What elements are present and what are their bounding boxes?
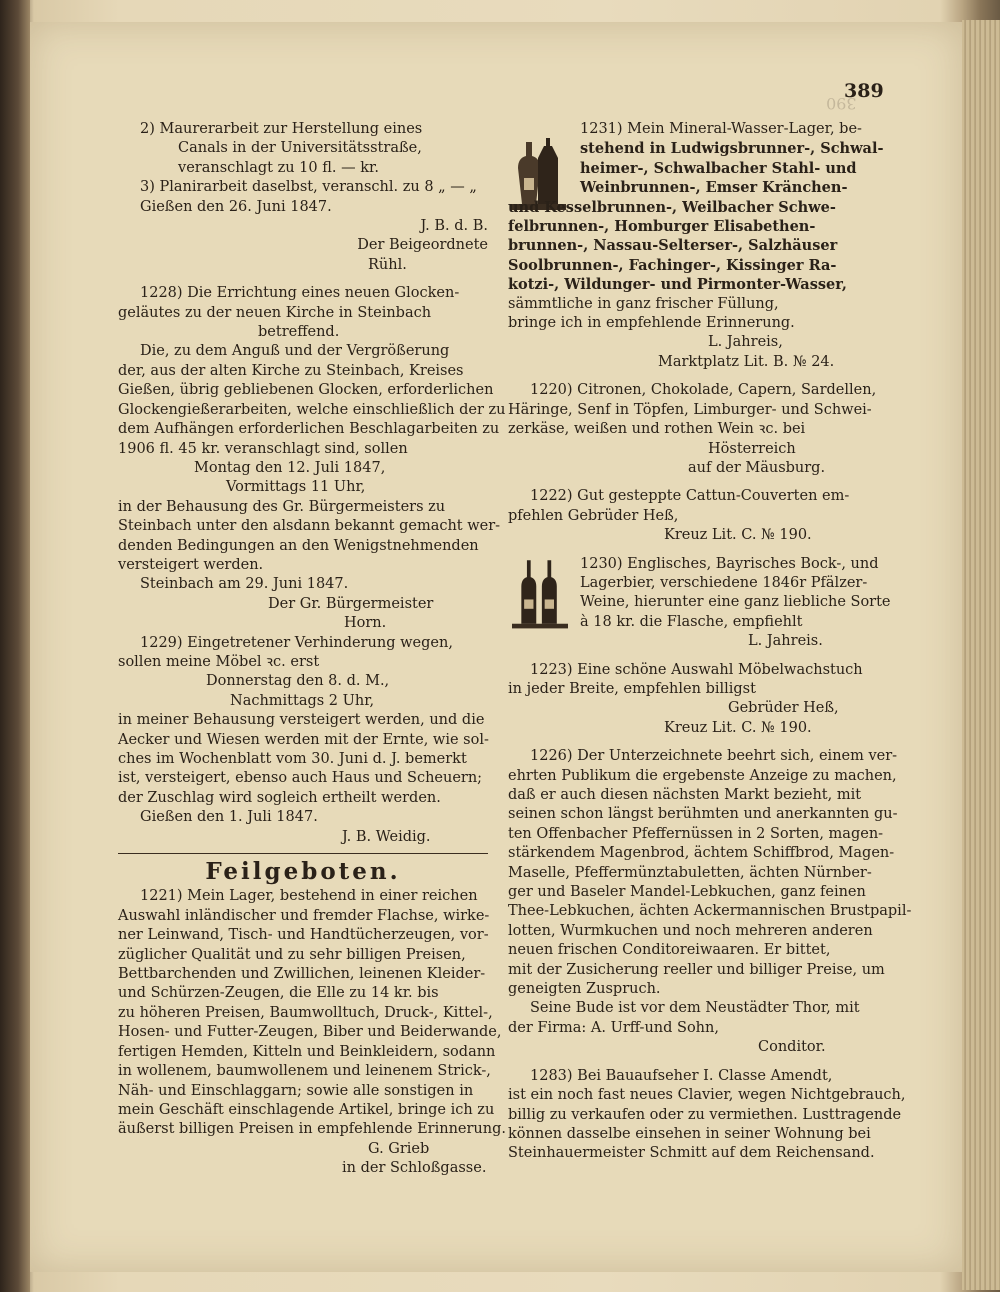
text-line: Weinbrunnen-, Emser Kränchen- <box>580 179 848 197</box>
text-line: 1283) Bei Bauaufseher I. Classe Amendt, <box>530 1067 833 1084</box>
text-line: 1221) Mein Lager, bestehend in einer reichen <box>140 888 478 905</box>
section-gap <box>508 652 884 661</box>
text-line: Weine, hierunter eine ganz liebliche Sorte <box>580 594 891 611</box>
text-line: 1230) Englisches, Bayrisches Bock-, und <box>580 555 879 572</box>
page-edges <box>962 20 1000 1290</box>
text-line: ehrten Publikum die ergebenste Anzeige zu machen, <box>508 767 897 784</box>
text-line: Nachmittags 2 Uhr, <box>230 692 375 709</box>
text-line: Gießen, übrig gebliebenen Glocken, erforderlichen <box>118 382 494 399</box>
text-line: felbrunnen-, Homburger Elisabethen- <box>508 218 816 236</box>
text-line: kotzi-, Wildunger- und Pirmonter-Wasser, <box>508 276 847 294</box>
text-line: 1229) Eingetretener Verhinderung wegen, <box>140 634 453 651</box>
text-line: 1220) Citronen, Chokolade, Capern, Sardellen, <box>530 382 877 399</box>
text-line: und Schürzen-Zeugen, die Elle zu 14 kr. bis <box>118 985 439 1002</box>
text-line: Gießen den 26. Juni 1847. <box>140 198 332 215</box>
text-line: bringe ich in empfehlende Erinnerung. <box>508 315 795 332</box>
section-gap <box>508 372 884 381</box>
text-line: heimer-, Schwalbacher Stahl- und <box>580 159 857 177</box>
text-line: Canals in der Universitätsstraße, <box>178 140 422 157</box>
text-line: seinen schon längst berühmten und anerkannten gu- <box>508 806 898 823</box>
text-line: Rühl. <box>368 256 407 273</box>
text-line: Kreuz Lit. C. № 190. <box>664 527 812 544</box>
text-line: versteigert werden. <box>118 556 264 573</box>
section-gap <box>508 1058 884 1067</box>
text-line: Steinhauermeister Schmitt auf dem Reichensand. <box>508 1145 875 1162</box>
text-line: denden Bedingungen an den Wenigstnehmenden <box>118 537 479 554</box>
text-line: billig zu verkaufen oder zu vermiethen. Lusttragende <box>508 1106 902 1123</box>
text-line: Conditor. <box>758 1039 826 1056</box>
text-line: der, aus der alten Kirche zu Steinbach, Kreises <box>118 362 464 379</box>
text-line: Häringe, Senf in Töpfen, Limburger- und Schwei- <box>508 401 872 418</box>
text-line: können dasselbe einsehen in seiner Wohnung bei <box>508 1125 871 1142</box>
text-line: ist, versteigert, ebenso auch Haus und Scheuern; <box>118 770 483 787</box>
text-line: Lagerbier, verschiedene 1846r Pfälzer- <box>580 574 868 591</box>
bleed-through-page-number: 390 <box>826 94 857 113</box>
text-line: Seine Bude ist vor dem Neustädter Thor, mit <box>530 1000 860 1017</box>
text-line: daß er auch diesen nächsten Markt bezieht, mit <box>508 787 862 803</box>
text-line: stärkendem Magenbrod, ächtem Schiffbrod, Magen- <box>508 845 895 862</box>
text-line: in wollenem, baumwollenem und leinenem Strick-, <box>118 1063 491 1080</box>
book-binding <box>0 0 30 1292</box>
text-line: ist ein noch fast neues Clavier, wegen Nichtgebrauch, <box>508 1087 906 1104</box>
right-column <box>508 120 912 1164</box>
text-line: Marktplatz Lit. B. № 24. <box>658 353 835 370</box>
text-line: Hosen- und Futter-Zeugen, Biber und Beiderwande, <box>118 1024 502 1041</box>
text-line: Thee-Lebkuchen, ächten Ackermannischen Brustpapil- <box>508 903 912 920</box>
text-line: J. B. d. B. <box>420 218 488 235</box>
text-line: in der Schloßgasse. <box>342 1160 487 1177</box>
text-line: fertigen Hemden, Kitteln und Beinkleidern, sodann <box>118 1043 496 1060</box>
text-line: Steinbach am 29. Juni 1847. <box>140 576 349 593</box>
text-line: mein Geschäft einschlagende Artikel, bringe ich zu <box>118 1101 495 1118</box>
text-line: 1222) Gut gesteppte Cattun-Couverten em- <box>530 488 850 505</box>
text-line: Kreuz Lit. C. № 190. <box>664 719 812 736</box>
text-line: in jeder Breite, empfehlen billigst <box>508 680 756 697</box>
text-line: Bettbarchenden und Zwillichen, leinenen Kleider- <box>118 966 486 983</box>
text-line: Auswahl inländischer und fremder Flachse, wirke- <box>118 907 490 924</box>
text-line: züglicher Qualität und zu sehr billigen Preisen, <box>118 946 466 963</box>
text-line: Gebrüder Heß, <box>728 700 839 717</box>
text-line: 2) Maurerarbeit zur Herstellung eines <box>140 121 423 137</box>
text-line: zerkäse, weißen und rothen Wein ꝛc. bei <box>508 421 806 438</box>
text-line: Maselle, Pfeffermünztabuletten, ächten Nürnber- <box>508 864 872 881</box>
text-line: 1226) Der Unterzeichnete beehrt sich, einem ver- <box>530 748 898 765</box>
text-line: 1231) Mein Mineral-Wasser-Lager, be- <box>580 121 862 137</box>
text-line: Donnerstag den 8. d. M., <box>206 673 390 690</box>
text-line: sollen meine Möbel ꝛc. erst <box>118 653 320 670</box>
text-line: betreffend. <box>258 324 340 341</box>
text-line: Soolbrunnen-, Fachinger-, Kissinger Ra- <box>508 256 837 274</box>
text-line: pfehlen Gebrüder Heß, <box>508 507 679 524</box>
text-line: in meiner Behausung versteigert werden, und die <box>118 712 485 729</box>
text-line: Der Beigeordnete <box>357 237 488 254</box>
text-line: Steinbach unter den alsdann bekannt gemacht wer- <box>118 518 501 535</box>
text-line: Horn. <box>344 615 387 632</box>
text-line: zu höheren Preisen, Baumwolltuch, Druck-, Kittel-, <box>118 1004 493 1021</box>
text-line: L. Jahreis, <box>708 334 783 351</box>
text-line: und Kesselbrunnen-, Weilbacher Schwe- <box>508 198 836 216</box>
text-line: veranschlagt zu 10 fl. — kr. <box>178 159 379 176</box>
text-line: L. Jahreis. <box>748 633 823 650</box>
text-line: der Firma: A. Urff-und Sohn, <box>508 1019 719 1036</box>
text-line: 1228) Die Errichtung eines neuen Glocken- <box>140 285 460 302</box>
text-line: sämmtliche in ganz frischer Füllung, <box>508 295 779 312</box>
text-line: in der Behausung des Gr. Bürgermeisters zu <box>118 498 446 515</box>
text-line: Gießen den 1. Juli 1847. <box>140 809 318 826</box>
page-number: 389 <box>844 80 884 102</box>
text-line: geläutes zu der neuen Kirche in Steinbach <box>118 304 432 321</box>
left-column <box>118 120 507 1179</box>
text-line: neuen frischen Conditoreiwaaren. Er bittet, <box>508 942 831 959</box>
section-gap <box>118 275 488 284</box>
text-line: auf der Mäusburg. <box>688 459 826 476</box>
section-gap <box>508 478 884 487</box>
text-line: geneigten Zuspruch. <box>508 981 661 998</box>
text-line: Aecker und Wiesen werden mit der Ernte, wie sol- <box>118 731 489 748</box>
text-line: der Zuschlag wird sogleich ertheilt werden. <box>118 789 441 806</box>
text-line: lotten, Wurmkuchen und noch mehreren anderen <box>508 922 873 939</box>
section-heading: Feilgeboten. <box>118 853 488 881</box>
text-line: 1223) Eine schöne Auswahl Möbelwachstuch <box>530 661 863 678</box>
text-line: Hösterreich <box>708 440 796 457</box>
text-line: ten Offenbacher Pfeffernüssen in 2 Sorten, magen- <box>508 825 884 842</box>
text-line: stehend in Ludwigsbrunner-, Schwal- <box>580 140 884 158</box>
text-line: brunnen-, Nassau-Selterser-, Salzhäuser <box>508 237 838 255</box>
text-line: ger und Baseler Mandel-Lebkuchen, ganz feinen <box>508 884 866 901</box>
text-line: Vormittags 11 Uhr, <box>226 479 366 496</box>
text-line: 1906 fl. 45 kr. veranschlagt sind, sollen <box>118 440 408 457</box>
text-line: Die, zu dem Anguß und der Vergrößerung <box>140 343 450 360</box>
text-line: Glockengießerarbeiten, welche einschließlich der zu <box>118 401 506 418</box>
text-line: Näh- und Einschlaggarn; sowie alle sonstigen in <box>118 1082 474 1099</box>
wine-bottles-icon <box>512 552 568 632</box>
section-gap <box>508 738 884 747</box>
text-line: äußerst billigen Preisen in empfehlende Erinnerung. <box>118 1121 507 1138</box>
text-line: 3) Planirarbeit daselbst, veranschl. zu 8 „ — „ <box>140 179 477 196</box>
text-line: Montag den 12. Juli 1847, <box>194 459 386 476</box>
text-line: J. B. Weidig. <box>342 828 431 845</box>
text-line: G. Grieb <box>368 1140 430 1157</box>
text-line: mit der Zusicherung reeller und billiger Preise, um <box>508 961 885 978</box>
text-line: Der Gr. Bürgermeister <box>268 595 434 612</box>
text-line: ches im Wochenblatt vom 30. Juni d. J. bemerkt <box>118 751 467 767</box>
text-line: à 18 kr. die Flasche, empfiehlt <box>580 613 803 630</box>
text-line: dem Aufhängen erforderlichen Beschlagarbeiten zu <box>118 421 500 438</box>
text-line: ner Leinwand, Tisch- und Handtücherzeugen, vor- <box>118 927 489 944</box>
